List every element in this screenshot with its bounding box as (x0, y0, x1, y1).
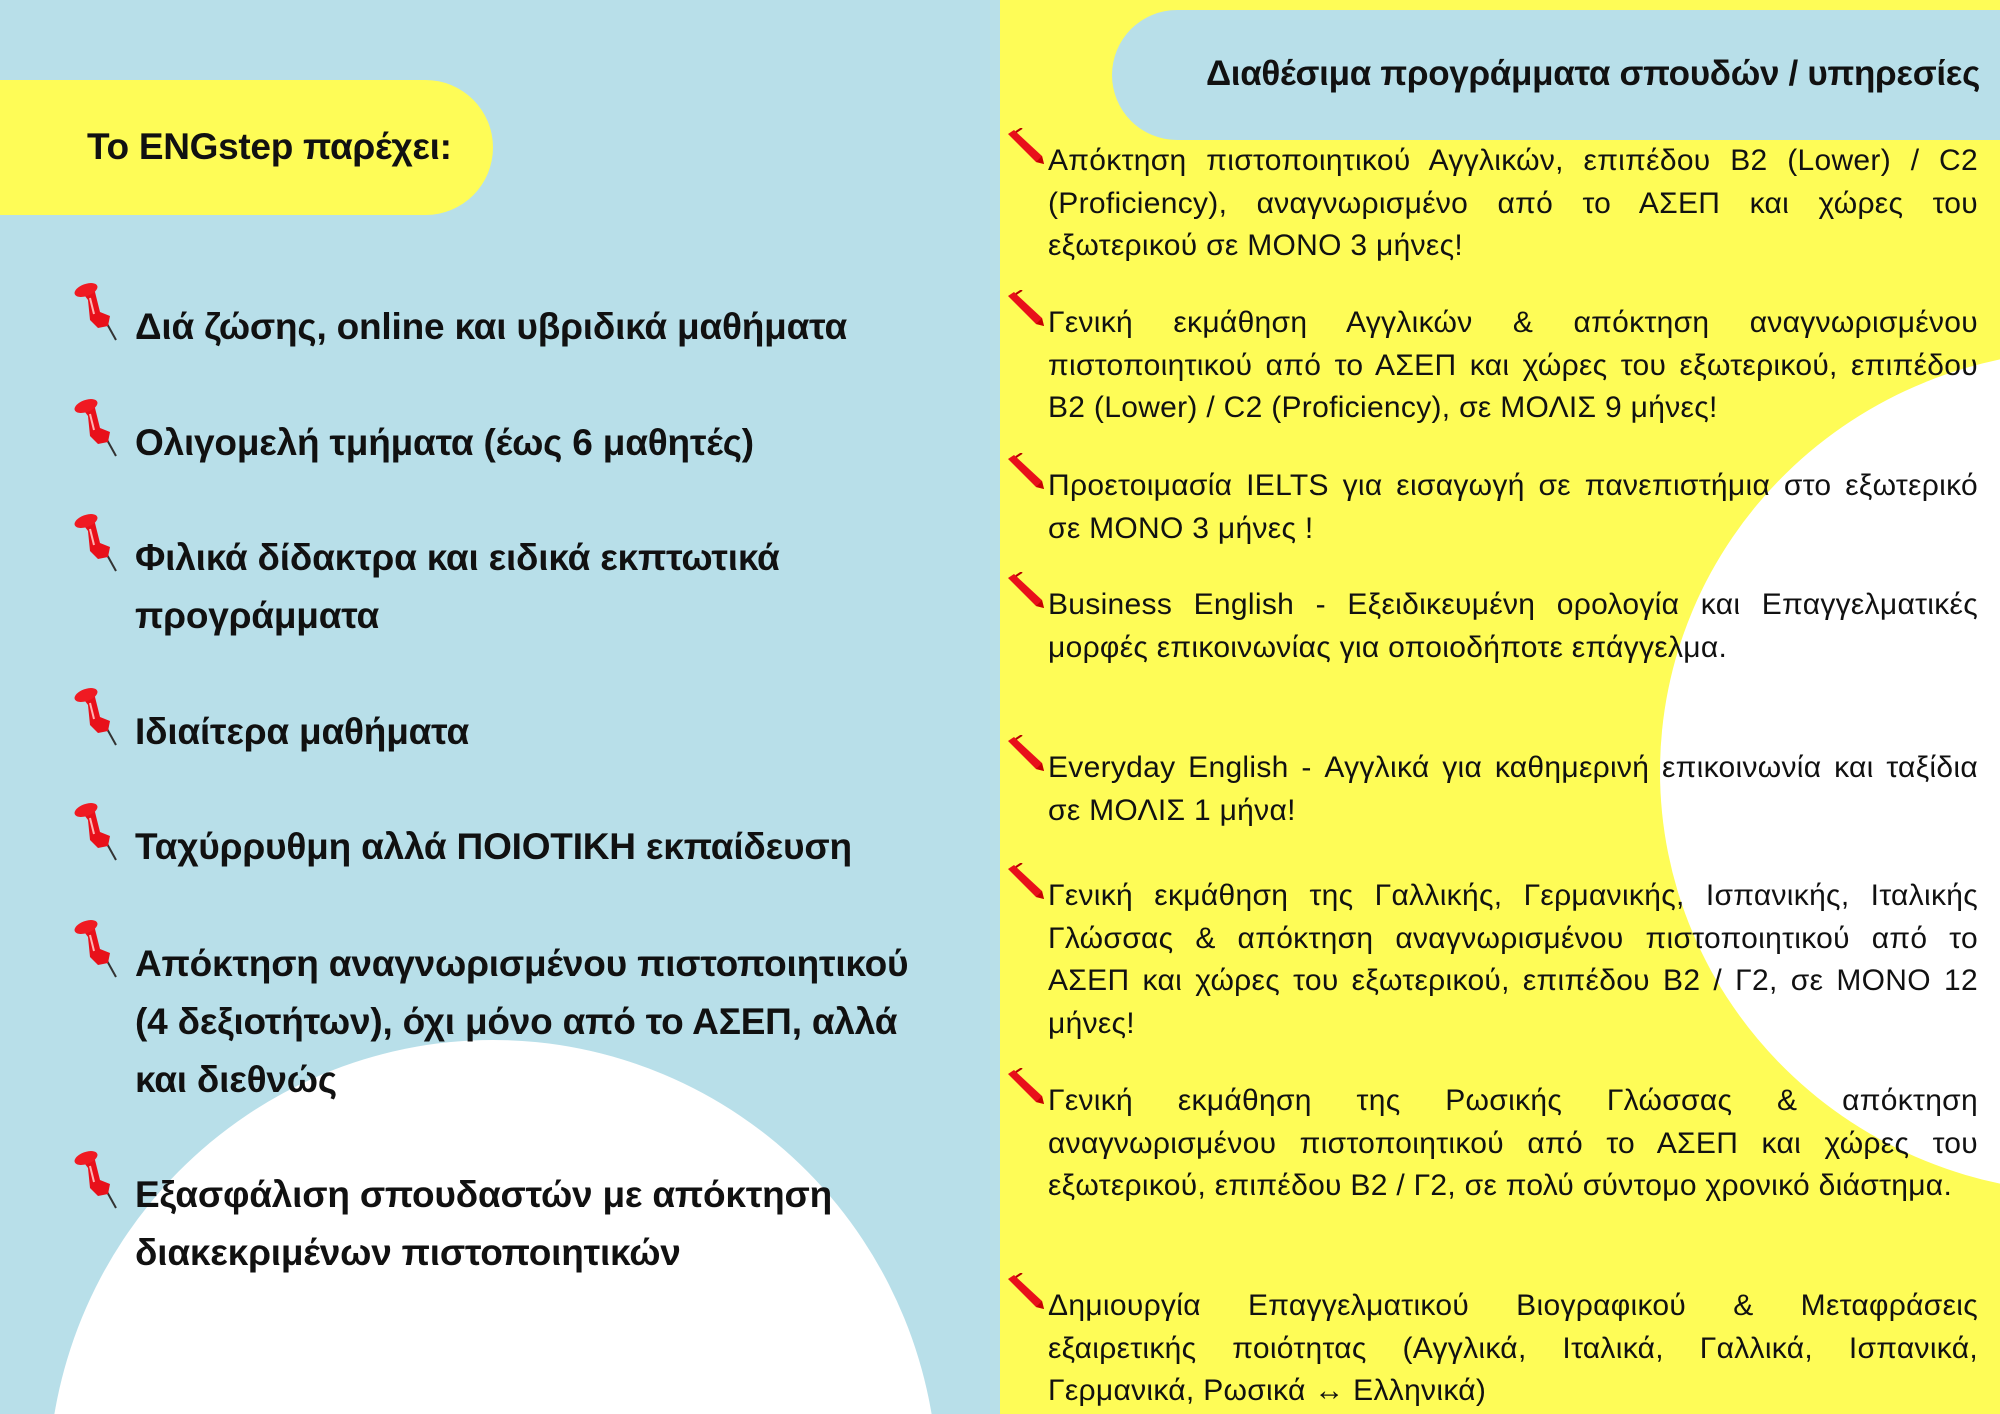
pen-icon (1004, 1273, 1048, 1313)
feature-text: Ιδιαίτερα μαθήματα (135, 711, 470, 752)
pushpin-icon (72, 513, 128, 573)
pen-icon (1004, 1068, 1048, 1108)
pen-icon (1004, 128, 1048, 168)
feature-text: Διά ζώσης, online και υβριδικά μαθήματα (135, 306, 847, 347)
service-text: Γενική εκμάθηση της Γαλλικής, Γερμανικής, Ισπανικής, Ιταλικής Γλώσσας & απόκτηση αναγνωρισμένου πιστοποιητικού από το ΑΣΕΠ και χώρες του εξωτερικού, επιπέδου Β2 / Γ2, σε ΜΟΝΟ 12 μήνες! (1048, 879, 1978, 1040)
right-heading: Διαθέσιμα προγράμματα σπουδών / υπηρεσίες (1205, 54, 1980, 93)
service-text: Δημιουργία Επαγγελματικού Βιογραφικού & Μεταφράσεις εξαιρετικής ποιότητας (Αγγλικά, Ιταλικά, Γαλλικά, Ισπανικά, Γερμανικά, Ρωσικά ↔ Ελληνικά) (1048, 1289, 1978, 1407)
left-heading-pill (0, 80, 493, 215)
pushpin-icon (72, 802, 128, 862)
service-text: Γενική εκμάθηση της Ρωσικής Γλώσσας & απόκτηση αναγνωρισμένου πιστοποιητικού από το ΑΣΕΠ και χώρες του εξωτερικού, επιπέδου Β2 / Γ2, σε πολύ σύντομο χρονικό διάστημα. (1048, 1084, 1978, 1202)
right-panel (1000, 0, 2000, 1414)
pushpin-icon (72, 282, 128, 342)
pen-icon (1004, 290, 1048, 330)
pen-icon (1004, 863, 1048, 903)
pen-icon (1004, 735, 1048, 775)
service-text: Business English - Εξειδικευμένη ορολογία και Επαγγελματικές μορφές επικοινωνίας για οποιοδήποτε επάγγελμα. (1048, 588, 1978, 664)
feature-text: Ολιγομελή τμήματα (έως 6 μαθητές) (135, 422, 754, 463)
pen-icon (1004, 453, 1048, 493)
pushpin-icon (72, 1150, 128, 1210)
pushpin-icon (72, 398, 128, 458)
service-text: Γενική εκμάθηση Αγγλικών & απόκτηση αναγνωρισμένου πιστοποιητικού από το ΑΣΕΠ και χώρες του εξωτερικού, επιπέδου Β2 (Lower) / C2 (Proficiency), σε ΜΟΛΙΣ 9 μήνες! (1048, 306, 1978, 424)
feature-text: Απόκτηση αναγνωρισμένου πιστοποιητικού (4 δεξιοτήτων), όχι μόνο από το ΑΣΕΠ, αλλά και διεθνώς (135, 943, 909, 1100)
pen-icon (1004, 572, 1048, 612)
pushpin-icon (72, 919, 128, 979)
service-text: Προετοιμασία IELTS για εισαγωγή σε πανεπιστήμια στο εξωτερικό σε ΜΟΝΟ 3 μήνες ! (1048, 469, 1978, 545)
feature-text: Εξασφάλιση σπουδαστών με απόκτηση διακεκριμένων πιστοποιητικών (135, 1174, 833, 1273)
feature-text: Φιλικά δίδακτρα και ειδικά εκπτωτικά προγράμματα (135, 537, 780, 636)
service-text: Everyday English - Αγγλικά για καθημερινή επικοινωνία και ταξίδια σε ΜΟΛΙΣ 1 μήνα! (1048, 751, 1978, 827)
right-heading-pill (1112, 10, 2000, 140)
feature-text: Ταχύρρυθμη αλλά ΠΟΙΟΤΙΚΗ εκπαίδευση (135, 826, 852, 867)
left-heading: Το ENGstep παρέχει: (87, 126, 452, 167)
pushpin-icon (72, 687, 128, 747)
service-text: Απόκτηση πιστοποιητικού Αγγλικών, επιπέδου Β2 (Lower) / C2 (Proficiency), αναγνωρισμένο από το ΑΣΕΠ και χώρες του εξωτερικού σε ΜΟΝΟ 3 μήνες! (1048, 144, 1978, 262)
